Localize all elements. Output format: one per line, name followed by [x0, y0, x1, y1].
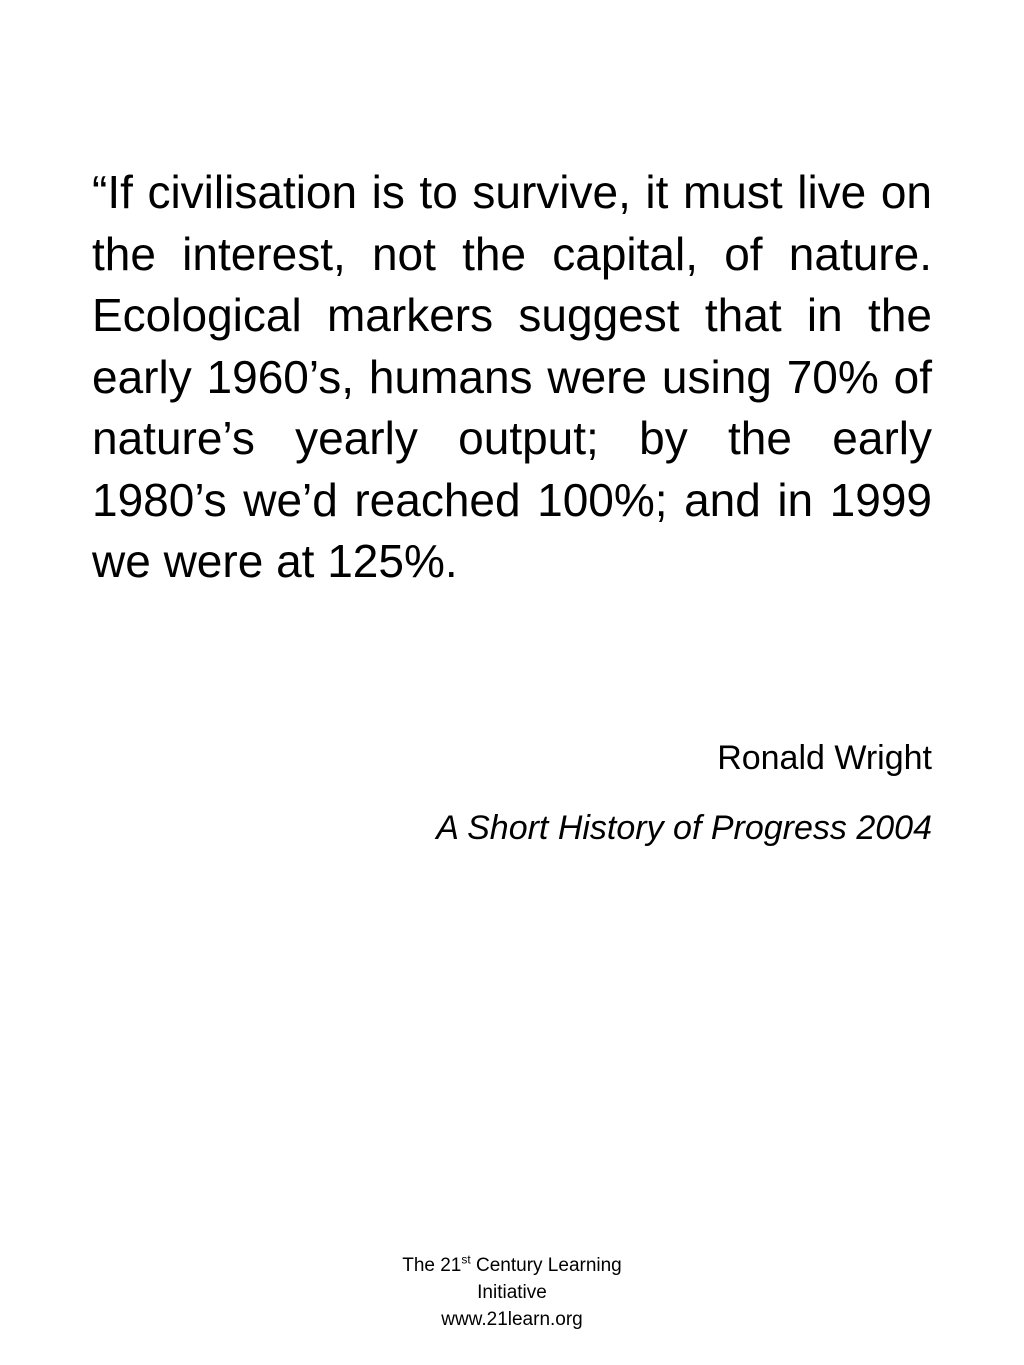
footer	[312, 1252, 712, 1333]
footer-line-1-suffix: Century Learning	[470, 1255, 622, 1276]
quote-text: “If civilisation is to survive, it must live on the interest, not the capital, of nature. Ecological markers suggest that in the early 1960’s, humans were using 70% of nature’s yearly output; by the early 1980’s we’d reached 100%; and in 1999 we were at 125%.	[92, 166, 932, 587]
footer-ordinal-suffix: st	[461, 1252, 471, 1267]
quote-source: A Short History of Progress 2004	[436, 809, 932, 847]
footer-line-2: Initiative	[477, 1282, 547, 1303]
quote-author: Ronald Wright	[717, 739, 932, 777]
footer-line-1-prefix: The 21	[402, 1255, 462, 1276]
footer-website-link[interactable]: www.21learn.org	[441, 1309, 583, 1330]
footer-line-1	[312, 1252, 712, 1279]
